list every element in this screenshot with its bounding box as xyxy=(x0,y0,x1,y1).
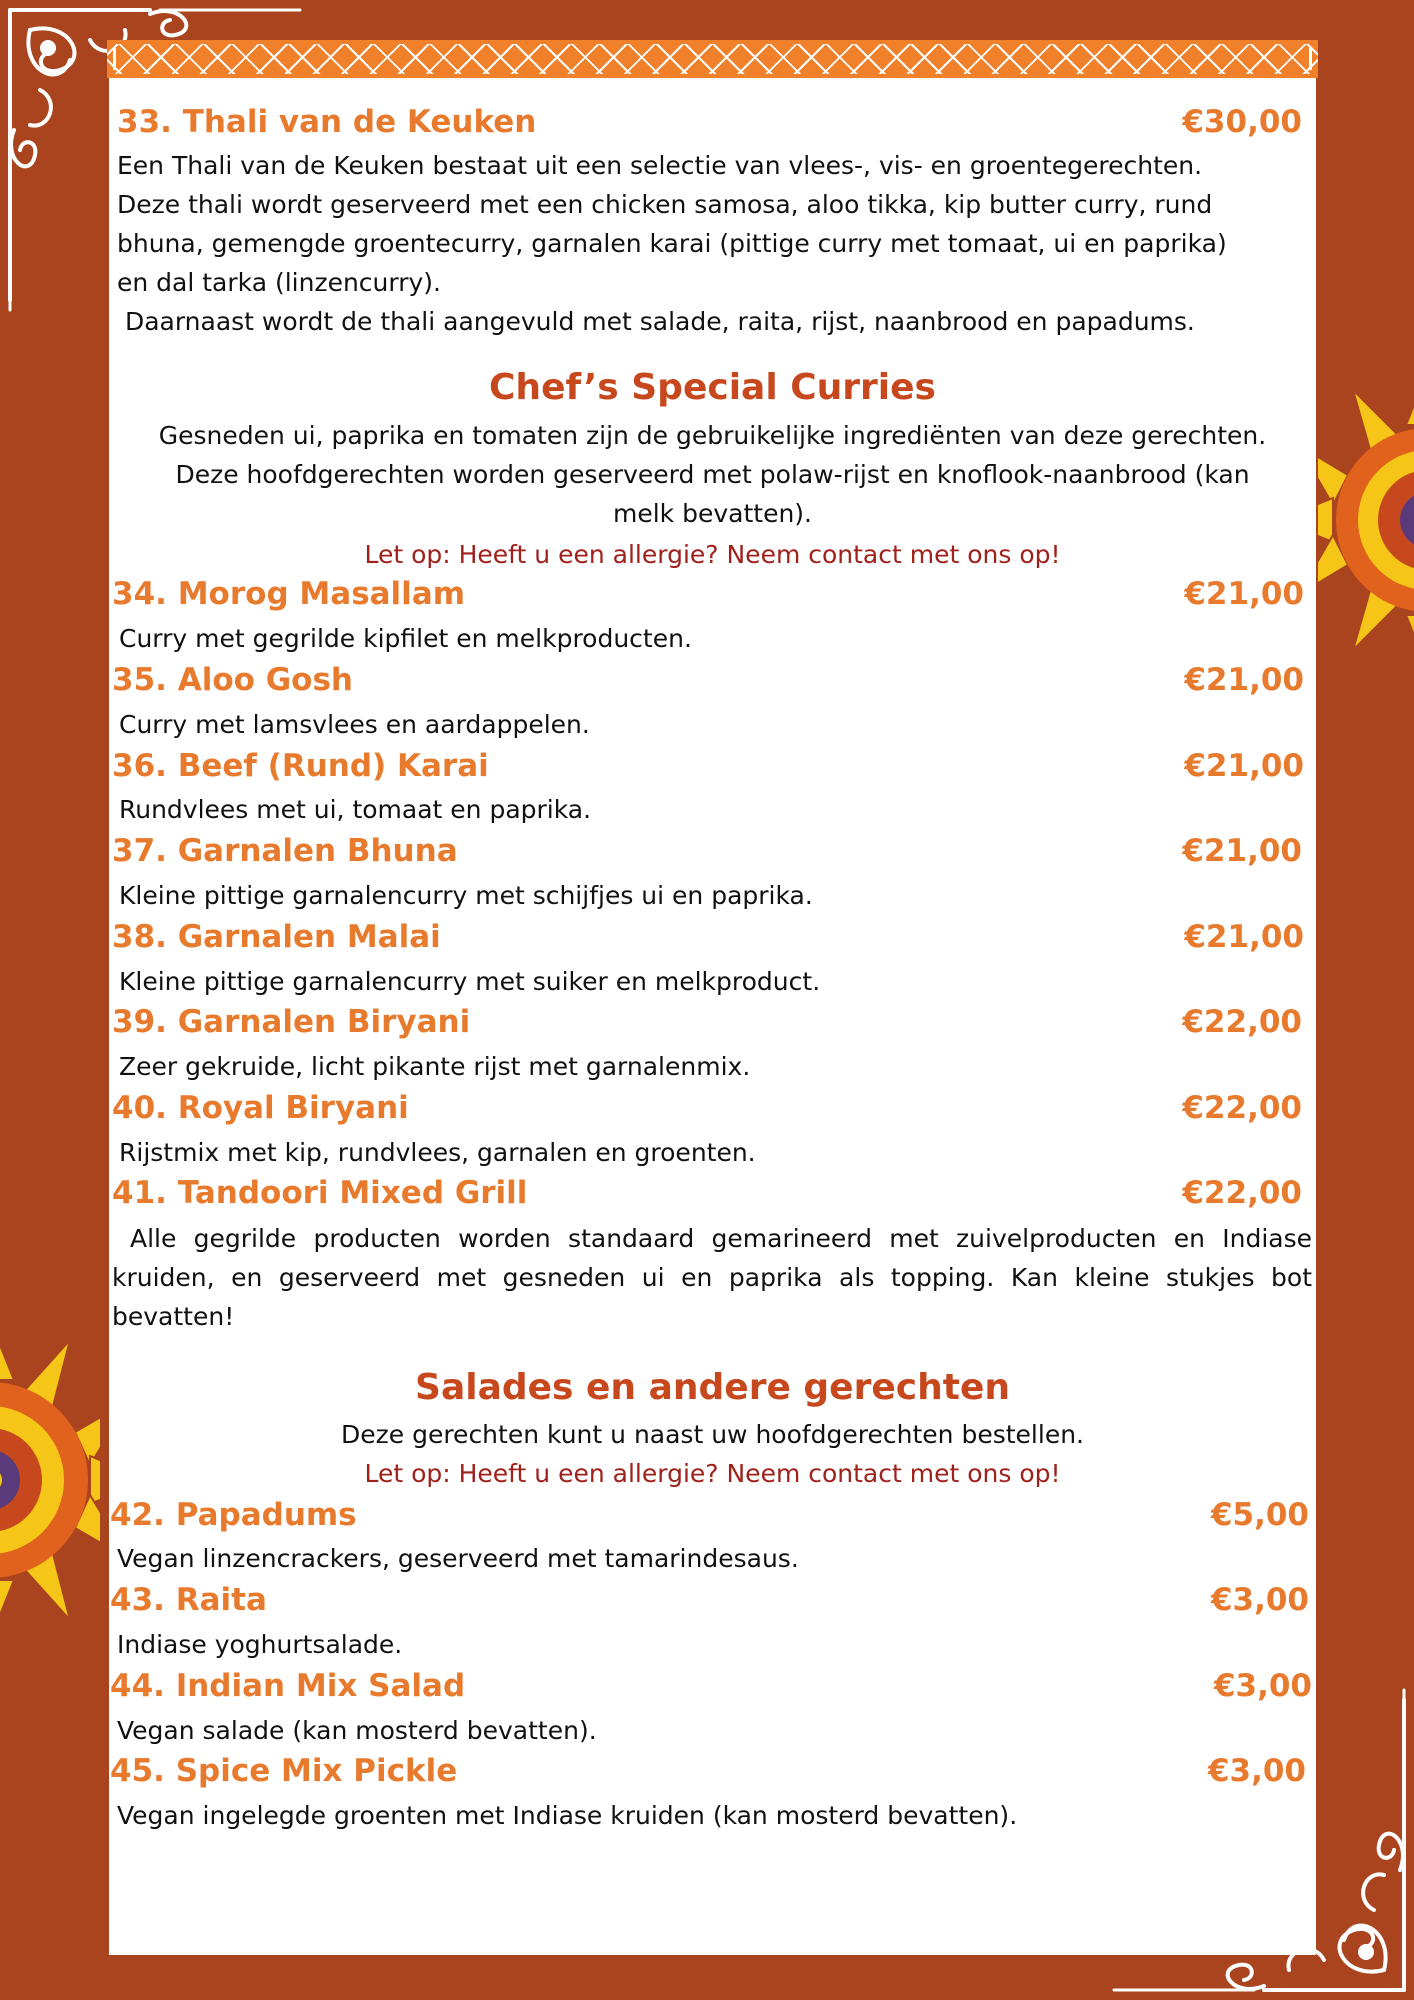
item-desc-37: Kleine pittige garnalencurry met schijfjes ui en paprika. xyxy=(119,881,813,910)
item-name-35: 35. Aloo Gosh xyxy=(112,662,353,698)
item-name-34: 34. Morog Masallam xyxy=(112,576,466,612)
chefs-special-intro-line-2: Deze hoofdgerechten worden geserveerd met polaw-rijst en knoflook-naanbrood (kan xyxy=(175,460,1250,489)
item-price-45: €3,00 xyxy=(1207,1753,1306,1789)
item-name-39: 39. Garnalen Biryani xyxy=(112,1004,471,1040)
salads-intro: Deze gerechten kunt u naast uw hoofdgerechten bestellen. xyxy=(341,1420,1084,1449)
item-name-36: 36. Beef (Rund) Karai xyxy=(112,748,489,784)
item-price-37: €21,00 xyxy=(1182,833,1302,869)
item-name-40: 40. Royal Biryani xyxy=(112,1090,409,1126)
item-desc-42: Vegan linzencrackers, geserveerd met tamarindesaus. xyxy=(117,1544,799,1573)
item-desc-40: Rijstmix met kip, rundvlees, garnalen en groenten. xyxy=(119,1138,756,1167)
item-name-42: 42. Papadums xyxy=(110,1497,357,1533)
thali-description-line-2: Deze thali wordt geserveerd met een chicken samosa, aloo tikka, kip butter curry, rund xyxy=(117,190,1213,219)
item-name-45: 45. Spice Mix Pickle xyxy=(110,1753,458,1789)
item-price-40: €22,00 xyxy=(1182,1090,1302,1126)
item-desc-38: Kleine pittige garnalencurry met suiker en melkproduct. xyxy=(119,967,821,996)
item-price-33: €30,00 xyxy=(1182,104,1302,140)
item-price-35: €21,00 xyxy=(1184,662,1304,698)
item-price-39: €22,00 xyxy=(1182,1004,1302,1040)
section-title-chefs-special: Chef’s Special Curries xyxy=(489,367,936,408)
item-price-36: €21,00 xyxy=(1184,748,1304,784)
item-price-42: €5,00 xyxy=(1210,1497,1309,1533)
salads-allergy-note: Let op: Heeft u een allergie? Neem contact met ons op! xyxy=(364,1459,1061,1488)
item-name-33: 33. Thali van de Keuken xyxy=(117,104,537,140)
item-desc-39: Zeer gekruide, licht pikante rijst met garnalenmix. xyxy=(119,1052,751,1081)
item-desc-35: Curry met lamsvlees en aardappelen. xyxy=(119,710,590,739)
chefs-special-intro-line-3: melk bevatten). xyxy=(613,499,812,528)
item-price-41: €22,00 xyxy=(1182,1175,1302,1211)
thali-description-line-3: bhuna, gemengde groentecurry, garnalen karai (pittige curry met tomaat, ui en paprika) xyxy=(117,229,1227,258)
mandala-right xyxy=(1318,370,1414,670)
item-name-38: 38. Garnalen Malai xyxy=(112,919,441,955)
item-name-41: 41. Tandoori Mixed Grill xyxy=(112,1175,528,1211)
item-name-44: 44. Indian Mix Salad xyxy=(110,1668,466,1704)
thali-description-line-1: Een Thali van de Keuken bestaat uit een selectie van vlees-, vis- en groentegerechten. xyxy=(117,151,1203,180)
chefs-special-allergy-note: Let op: Heeft u een allergie? Neem contact met ons op! xyxy=(364,540,1061,569)
decorative-header-band xyxy=(107,40,1318,78)
section-title-salads: Salades en andere gerechten xyxy=(415,1367,1010,1408)
item-price-34: €21,00 xyxy=(1184,576,1304,612)
item-desc-34: Curry met gegrilde kipfilet en melkproducten. xyxy=(119,624,692,653)
item-desc-43: Indiase yoghurtsalade. xyxy=(117,1630,403,1659)
item-desc-45: Vegan ingelegde groenten met Indiase kruiden (kan mosterd bevatten). xyxy=(117,1801,1018,1830)
item-price-38: €21,00 xyxy=(1184,919,1304,955)
item-price-43: €3,00 xyxy=(1210,1582,1309,1618)
item-desc-41: Alle gegrilde producten worden standaard gemarineerd met zuivelproducten en Indiase kruiden, en geserveerd met gesneden ui en paprika als topping. Kan kleine stukjes bot bevatten! xyxy=(112,1224,1312,1331)
mandala-left xyxy=(0,1320,100,1640)
item-desc-36: Rundvlees met ui, tomaat en paprika. xyxy=(119,795,592,824)
item-price-44: €3,00 xyxy=(1213,1668,1312,1704)
item-name-43: 43. Raita xyxy=(110,1582,267,1618)
item-desc-44: Vegan salade (kan mosterd bevatten). xyxy=(117,1716,597,1745)
chefs-special-intro-line-1: Gesneden ui, paprika en tomaten zijn de gebruikelijke ingrediënten van deze gerechten. xyxy=(158,421,1267,450)
item-name-37: 37. Garnalen Bhuna xyxy=(112,833,458,869)
thali-description-line-4: en dal tarka (linzencurry). xyxy=(117,268,441,297)
thali-description-line-5: Daarnaast wordt de thali aangevuld met salade, raita, rijst, naanbrood en papadums. xyxy=(117,307,1195,336)
